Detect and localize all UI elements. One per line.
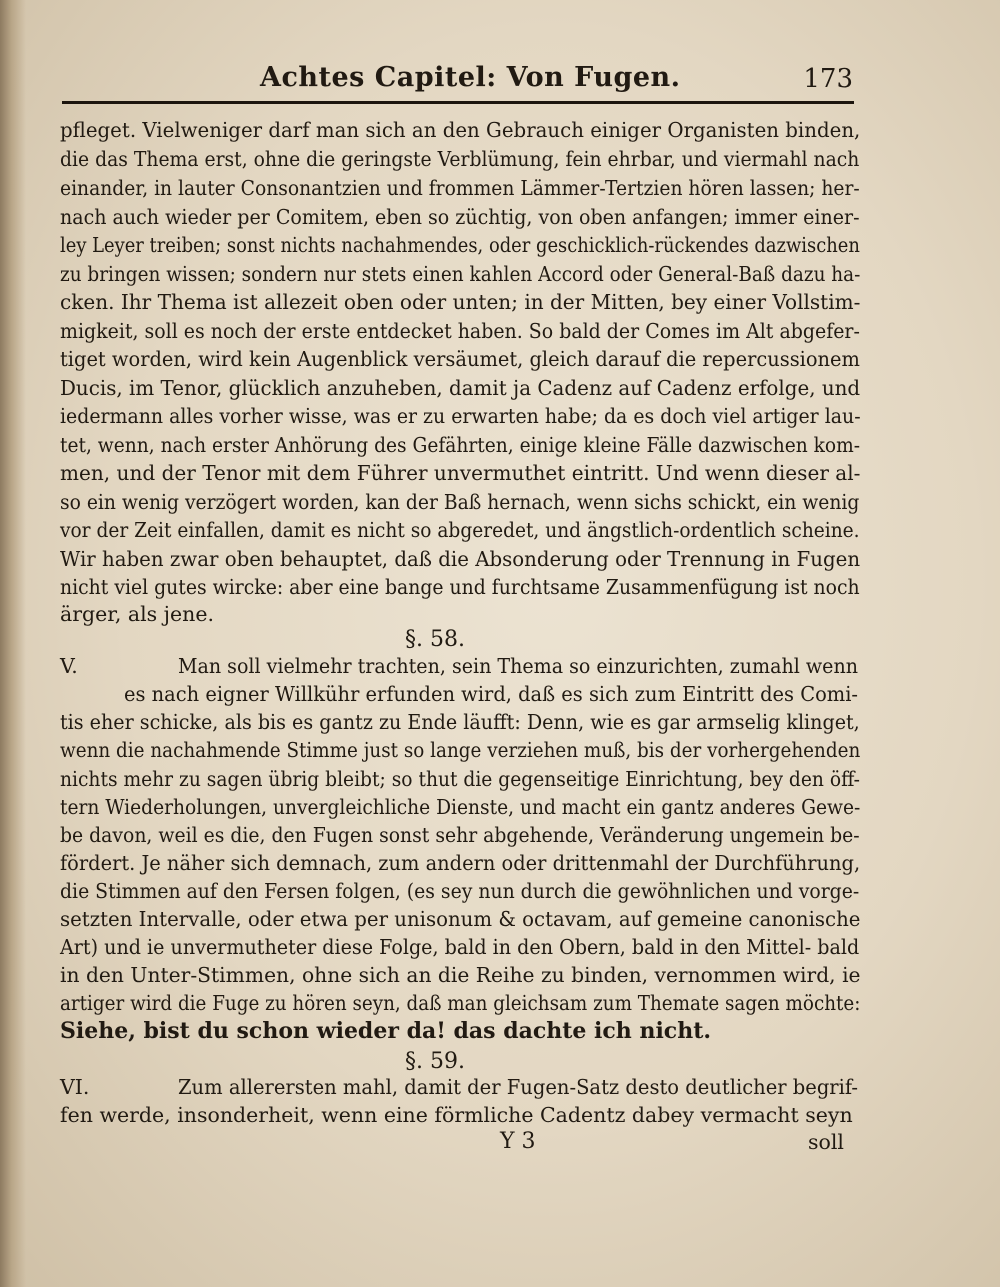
- text-line: so ein wenig verzögert worden, kan der Baß hernach, wenn sichs schickt, ein wenig: [60, 490, 860, 514]
- text-line: setzten Intervalle, oder etwa per unisonum & octavam, auf gemeine canonische: [60, 907, 861, 931]
- rule-numeral: VI.: [60, 1075, 90, 1099]
- text-line: tet, wenn, nach erster Anhörung des Gefährten, einige kleine Fälle dazwischen kom-: [60, 433, 861, 457]
- text-line: Art) und ie unvermutheter diese Folge, bald in den Obern, bald in den Mittel- bald: [60, 935, 860, 959]
- text-line: einander, in lauter Consonantzien und frommen Lämmer-Tertzien hören lassen; her-: [60, 176, 860, 200]
- text-line: ärger, als jene.: [60, 602, 215, 626]
- text-line: vor der Zeit einfallen, damit es nicht so abgeredet, und ängstlich-ordentlich scheine.: [60, 518, 860, 542]
- text-line: Man soll vielmehr trachten, sein Thema so einzurichten, zumahl wenn: [178, 654, 858, 678]
- page-number: 173: [803, 64, 853, 94]
- text-line: die das Thema erst, ohne die geringste Verblümung, fein ehrbar, und viermahl nach: [60, 147, 860, 171]
- text-line: iedermann alles vorher wisse, was er zu erwarten habe; da es doch viel artiger lau-: [60, 404, 861, 428]
- rule-numeral: V.: [60, 654, 78, 678]
- text-line: ley Leyer treiben; sonst nichts nachahmendes, oder geschicklich-rückendes dazwischen: [60, 233, 860, 257]
- text-line: es nach eigner Willkühr erfunden wird, daß es sich zum Eintritt des Comi-: [124, 682, 858, 706]
- section-number: §. 59.: [405, 1049, 465, 1074]
- text-line: nach auch wieder per Comitem, eben so züchtig, von oben anfangen; immer einer-: [60, 205, 860, 229]
- text-line: Wir haben zwar oben behauptet, daß die Absonderung oder Trennung in Fugen: [60, 547, 861, 571]
- section-number: §. 58.: [405, 627, 465, 652]
- text-line: zu bringen wissen; sondern nur stets einen kahlen Accord oder General-Baß dazu ha-: [60, 262, 861, 286]
- text-line: wenn die nachahmende Stimme just so lange verziehen muß, bis der vorhergehenden: [60, 738, 861, 762]
- text-line: nicht viel gutes wircke: aber eine bange und furchtsame Zusammenfügung ist noch: [60, 575, 860, 599]
- text-line: Zum allerersten mahl, damit der Fugen-Satz desto deutlicher begrif-: [178, 1075, 859, 1099]
- text-line: men, und der Tenor mit dem Führer unvermuthet eintritt. Und wenn dieser al-: [60, 461, 861, 485]
- page-gutter-shadow: [0, 0, 26, 1287]
- header-rule: [62, 101, 854, 104]
- text-line: migkeit, soll es noch der erste entdecket haben. So bald der Comes im Alt abgefer-: [60, 319, 860, 343]
- text-line: in den Unter-Stimmen, ohne sich an die Reihe zu binden, vernommen wird, ie: [60, 963, 861, 987]
- running-title: Achtes Capitel: Von Fugen.: [260, 62, 681, 93]
- text-line: fördert. Je näher sich demnach, zum andern oder drittenmahl der Durchführung,: [60, 851, 861, 875]
- text-line: tis eher schicke, als bis es gantz zu Ende läufft: Denn, wie es gar armselig klinget,: [60, 710, 860, 734]
- text-line: pfleget. Vielweniger darf man sich an den Gebrauch einiger Organisten binden,: [60, 118, 861, 142]
- signature-mark: Y 3: [500, 1129, 536, 1154]
- text-line: nichts mehr zu sagen übrig bleibt; so thut die gegenseitige Einrichtung, bey den öff-: [60, 767, 860, 791]
- text-line: cken. Ihr Thema ist allezeit oben oder unten; in der Mitten, bey einer Vollstim-: [60, 290, 861, 314]
- catchword: soll: [808, 1130, 844, 1154]
- text-line: tern Wiederholungen, unvergleichliche Dienste, und macht ein gantz anderes Gewe-: [60, 795, 861, 819]
- text-line: be davon, weil es die, den Fugen sonst sehr abgehende, Veränderung ungemein be-: [60, 823, 860, 847]
- text-line: artiger wird die Fuge zu hören seyn, daß man gleichsam zum Themate sagen möchte:: [60, 991, 861, 1015]
- text-line: tiget worden, wird kein Augenblick versäumet, gleich darauf die repercussionem: [60, 347, 860, 371]
- text-line: Ducis, im Tenor, glücklich anzuheben, damit ja Cadenz auf Cadenz erfolge, und: [60, 376, 861, 400]
- text-line: die Stimmen auf den Fersen folgen, (es sey nun durch die gewöhnlichen und vorge-: [60, 879, 860, 903]
- text-line: fen werde, insonderheit, wenn eine förmliche Cadentz dabey vermacht seyn: [60, 1103, 853, 1127]
- text-line-emphasis: Siehe, bist du schon wieder da! das dachte ich nicht.: [60, 1018, 712, 1044]
- page-header: [60, 60, 855, 100]
